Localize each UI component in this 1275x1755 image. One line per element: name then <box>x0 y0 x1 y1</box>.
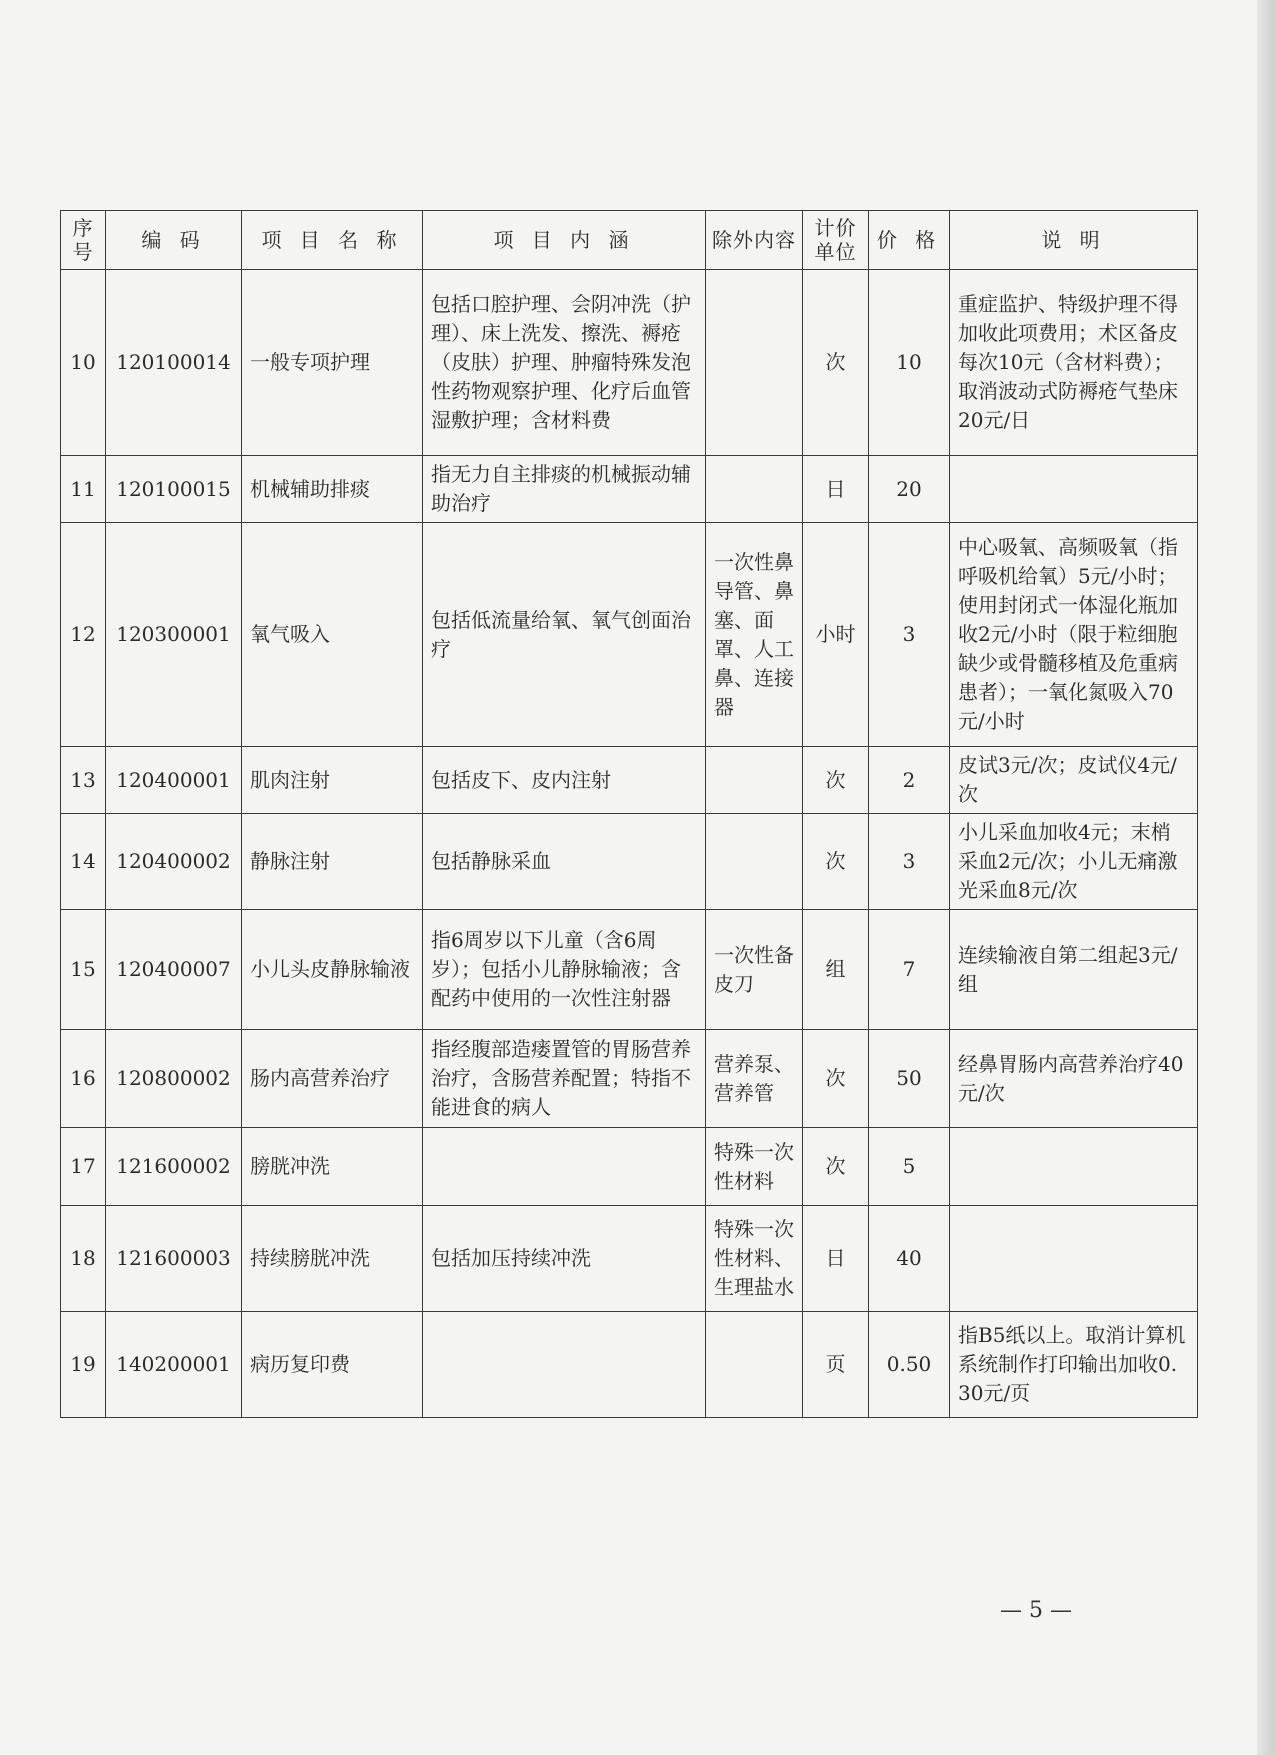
cell-name: 膀胱冲洗 <box>242 1128 423 1206</box>
table-body <box>61 270 1198 1418</box>
header-unit: 计价单位 <box>803 211 869 270</box>
cell-unit: 次 <box>803 1030 869 1128</box>
cell-excluded <box>706 747 803 814</box>
cell-no: 12 <box>61 523 106 747</box>
cell-content: 包括口腔护理、会阴冲洗（护理）、床上洗发、擦洗、褥疮（皮肤）护理、肿瘤特殊发泡性药物观察护理、化疗后血管湿敷护理；含材料费 <box>423 270 706 456</box>
cell-name: 肠内高营养治疗 <box>242 1030 423 1128</box>
cell-note: 重症监护、特级护理不得加收此项费用；术区备皮每次10元（含材料费）；取消波动式防褥疮气垫床20元/日 <box>950 270 1198 456</box>
cell-price: 10 <box>869 270 950 456</box>
table-row <box>61 1128 1198 1206</box>
cell-unit: 次 <box>803 747 869 814</box>
cell-content <box>423 1128 706 1206</box>
cell-price: 3 <box>869 523 950 747</box>
table-row <box>61 747 1198 814</box>
cell-excluded: 营养泵、营养管 <box>706 1030 803 1128</box>
table-row <box>61 1030 1198 1128</box>
cell-excluded <box>706 1312 803 1418</box>
cell-price: 20 <box>869 456 950 523</box>
table-row <box>61 1206 1198 1312</box>
cell-code: 121600003 <box>106 1206 242 1312</box>
cell-no: 16 <box>61 1030 106 1128</box>
page-edge-shadow <box>1257 0 1275 1755</box>
cell-code: 121600002 <box>106 1128 242 1206</box>
table-header-row <box>61 211 1198 270</box>
cell-no: 13 <box>61 747 106 814</box>
cell-content: 包括皮下、皮内注射 <box>423 747 706 814</box>
cell-no: 17 <box>61 1128 106 1206</box>
cell-content: 指无力自主排痰的机械振动辅助治疗 <box>423 456 706 523</box>
cell-unit: 次 <box>803 1128 869 1206</box>
cell-name: 氧气吸入 <box>242 523 423 747</box>
cell-note <box>950 456 1198 523</box>
cell-unit: 日 <box>803 456 869 523</box>
cell-note: 指B5纸以上。取消计算机系统制作打印输出加收0.30元/页 <box>950 1312 1198 1418</box>
table-row <box>61 523 1198 747</box>
cell-content: 包括静脉采血 <box>423 814 706 910</box>
cell-unit: 次 <box>803 814 869 910</box>
table-row <box>61 270 1198 456</box>
cell-code: 120100015 <box>106 456 242 523</box>
table-row <box>61 814 1198 910</box>
cell-content: 指经腹部造瘘置管的胃肠营养治疗，含肠营养配置；特指不能进食的病人 <box>423 1030 706 1128</box>
cell-content: 包括低流量给氧、氧气创面治疗 <box>423 523 706 747</box>
cell-content: 指6周岁以下儿童（含6周岁）；包括小儿静脉输液；含配药中使用的一次性注射器 <box>423 910 706 1030</box>
header-name: 项 目 名 称 <box>242 211 423 270</box>
cell-no: 11 <box>61 456 106 523</box>
cell-unit: 组 <box>803 910 869 1030</box>
header-code: 编 码 <box>106 211 242 270</box>
cell-name: 机械辅助排痰 <box>242 456 423 523</box>
cell-content: 包括加压持续冲洗 <box>423 1206 706 1312</box>
cell-unit: 次 <box>803 270 869 456</box>
cell-excluded: 一次性备皮刀 <box>706 910 803 1030</box>
cell-content <box>423 1312 706 1418</box>
cell-price: 0.50 <box>869 1312 950 1418</box>
cell-code: 140200001 <box>106 1312 242 1418</box>
cell-price: 3 <box>869 814 950 910</box>
header-content: 项 目 内 涵 <box>423 211 706 270</box>
cell-unit: 小时 <box>803 523 869 747</box>
cell-note: 经鼻胃肠内高营养治疗40元/次 <box>950 1030 1198 1128</box>
cell-unit: 页 <box>803 1312 869 1418</box>
cell-code: 120400007 <box>106 910 242 1030</box>
cell-code: 120800002 <box>106 1030 242 1128</box>
cell-note: 皮试3元/次；皮试仪4元/次 <box>950 747 1198 814</box>
cell-price: 7 <box>869 910 950 1030</box>
cell-excluded: 一次性鼻导管、鼻塞、面罩、人工鼻、连接器 <box>706 523 803 747</box>
table-row <box>61 910 1198 1030</box>
cell-excluded: 特殊一次性材料、生理盐水 <box>706 1206 803 1312</box>
cell-note: 连续输液自第二组起3元/组 <box>950 910 1198 1030</box>
cell-code: 120300001 <box>106 523 242 747</box>
header-excluded: 除外内容 <box>706 211 803 270</box>
cell-name: 静脉注射 <box>242 814 423 910</box>
table-row <box>61 1312 1198 1418</box>
cell-code: 120400001 <box>106 747 242 814</box>
cell-code: 120100014 <box>106 270 242 456</box>
cell-note: 小儿采血加收4元；末梢采血2元/次；小儿无痛激光采血8元/次 <box>950 814 1198 910</box>
cell-price: 40 <box>869 1206 950 1312</box>
cell-name: 小儿头皮静脉输液 <box>242 910 423 1030</box>
cell-price: 5 <box>869 1128 950 1206</box>
cell-no: 15 <box>61 910 106 1030</box>
cell-no: 10 <box>61 270 106 456</box>
cell-excluded: 特殊一次性材料 <box>706 1128 803 1206</box>
cell-unit: 日 <box>803 1206 869 1312</box>
header-no: 序号 <box>61 211 106 270</box>
cell-note <box>950 1206 1198 1312</box>
cell-excluded <box>706 814 803 910</box>
cell-note: 中心吸氧、高频吸氧（指呼吸机给氧）5元/小时；使用封闭式一体湿化瓶加收2元/小时（限于粒细胞缺少或骨髓移植及危重病患者）；一氧化氮吸入70元/小时 <box>950 523 1198 747</box>
cell-note <box>950 1128 1198 1206</box>
header-note: 说 明 <box>950 211 1198 270</box>
cell-name: 持续膀胱冲洗 <box>242 1206 423 1312</box>
cell-price: 50 <box>869 1030 950 1128</box>
fee-table <box>60 210 1198 1418</box>
table-row <box>61 456 1198 523</box>
page-number: — 5 — <box>1000 1598 1072 1623</box>
cell-no: 19 <box>61 1312 106 1418</box>
cell-no: 14 <box>61 814 106 910</box>
cell-price: 2 <box>869 747 950 814</box>
cell-excluded <box>706 456 803 523</box>
cell-excluded <box>706 270 803 456</box>
cell-code: 120400002 <box>106 814 242 910</box>
cell-name: 病历复印费 <box>242 1312 423 1418</box>
cell-name: 肌肉注射 <box>242 747 423 814</box>
cell-no: 18 <box>61 1206 106 1312</box>
header-price: 价 格 <box>869 211 950 270</box>
cell-name: 一般专项护理 <box>242 270 423 456</box>
